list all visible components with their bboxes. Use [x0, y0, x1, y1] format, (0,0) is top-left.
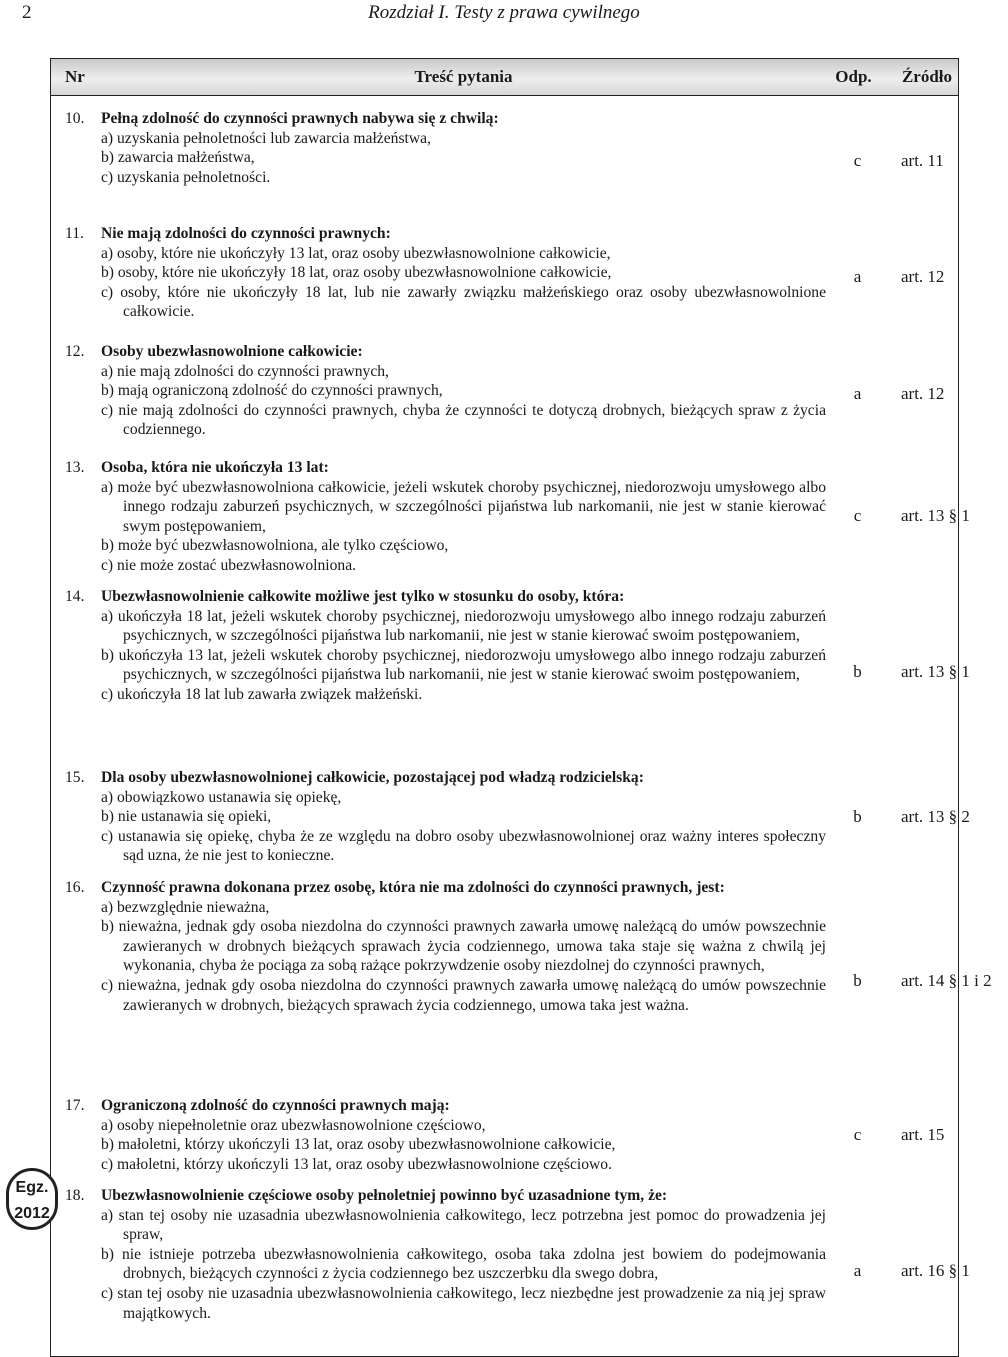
header-source: Źródło — [901, 67, 952, 86]
answer-option: a) obowiązkowo ustanawia się opiekę, — [101, 788, 342, 806]
source-reference: art. 13 § 1 — [901, 506, 970, 526]
question-number: 10. — [65, 110, 85, 127]
table-body — [51, 96, 992, 1356]
answer-key: a — [853, 267, 862, 287]
question-row — [51, 330, 958, 446]
question-row — [51, 96, 958, 212]
answer-option: b) mają ograniczoną zdolność do czynności prawnych, — [101, 382, 443, 400]
answer-option: c) uzyskania pełnoletności. — [101, 168, 271, 186]
answer-option: b) nie ustanawia się opieki, — [101, 808, 272, 826]
answer-option: a) uzyskania pełnoletności lub zawarcia małżeństwa, — [101, 129, 431, 147]
answer-key: c — [853, 150, 862, 170]
answer-option: b) nieważna, jednak gdy osoba niezdolna do czynności prawnych zawarła umowę należącą do umów powszechnie zawieranych w drobnych bieżących sprawach życia codziennego, umowa taka staje się ważna z chwilą jej wykonania, chyba że pociąga za sobą rażące pokrzywdzenie osoby niezdolnej do czynności prawnych, — [101, 918, 826, 975]
question-content — [101, 109, 830, 187]
answer-key: c — [853, 1125, 862, 1145]
answer-key: c — [853, 506, 862, 526]
answer-option: b) zawarcia małżeństwa, — [101, 149, 255, 167]
answer-option: a) osoby, które nie ukończyły 13 lat, oraz osoby ubezwłasnowolnione całkowicie, — [101, 244, 611, 262]
question-content — [101, 878, 830, 1015]
question-title: Osoby ubezwłasnowolnione całkowicie: — [101, 343, 363, 360]
question-number: 16. — [65, 879, 85, 896]
answer-key: b — [853, 807, 862, 827]
stamp-year: 2012 — [14, 1205, 50, 1222]
answer-option: c) stan tej osoby nie uzasadnia ubezwłasnowolnienia całkowitego, lecz niezbędne jest prowadzenie za nią jej spraw majątkowych. — [101, 1284, 826, 1322]
source-reference: art. 12 — [901, 267, 945, 287]
question-title: Pełną zdolność do czynności prawnych nabywa się z chwilą: — [101, 110, 499, 127]
question-title: Nie mają zdolności do czynności prawnych: — [101, 225, 391, 242]
question-content — [101, 1096, 830, 1174]
question-content — [101, 768, 830, 866]
answer-option: c) nieważna, jednak gdy osoba niezdolna do czynności prawnych zawarła umowę należącą do umów powszechnie zawieranych w drobnych, bieżących sprawach życia codziennego, umowa taka jest ważna. — [101, 976, 826, 1014]
question-row — [51, 1084, 958, 1174]
answer-option: b) nie istnieje potrzeba ubezwłasnowolnienia całkowitego, osoba taka zdolna jest bowiem do podejmowania drobnych, bieżących czynności z życia codziennego bez uszczerbku dla swego dobra, — [101, 1245, 826, 1283]
answer-key: a — [853, 1261, 862, 1281]
answer-key: a — [853, 384, 862, 404]
question-number: 13. — [65, 459, 85, 476]
source-reference: art. 15 — [901, 1125, 945, 1145]
answer-option: b) osoby, które nie ukończyły 18 lat, oraz osoby ubezwłasnowolnione całkowicie, — [101, 264, 612, 282]
question-number: 12. — [65, 343, 85, 360]
question-row — [51, 866, 992, 1084]
questions-table — [50, 58, 992, 1357]
question-title: Osoba, która nie ukończyła 13 lat: — [101, 459, 329, 476]
page-number: 2 — [22, 2, 32, 23]
source-reference: art. 14 § 1 i 2 — [901, 971, 992, 991]
answer-option: b) ukończyła 13 lat, jeżeli wskutek choroby psychicznej, niedorozwoju umysłowego albo innego rodzaju zaburzeń psychicznych, w szczególności pijaństwa lub narkomanii, nie jest w stanie kierować swoim postępowaniem, — [101, 646, 826, 684]
answer-option: c) osoby, które nie ukończyły 18 lat, lub nie zawarły związku małżeńskiego oraz osoby ubezwłasnowolnione całkowicie. — [101, 283, 826, 321]
answer-option: c) małoletni, którzy ukończyli 13 lat, oraz osoby ubezwłasnowolnione częściowo. — [101, 1155, 612, 1173]
answer-option: c) ukończyła 18 lat lub zawarła związek małżeński. — [101, 685, 423, 703]
answer-option: c) nie może zostać ubezwłasnowolniona. — [101, 556, 357, 574]
question-title: Czynność prawna dokonana przez osobę, która nie ma zdolności do czynności prawnych, jest: — [101, 879, 725, 896]
question-number: 17. — [65, 1097, 85, 1114]
question-number: 14. — [65, 588, 85, 605]
answer-option: b) może być ubezwłasnowolniona, ale tylko częściowo, — [101, 537, 449, 555]
source-reference: art. 13 § 2 — [901, 807, 970, 827]
header-nr: Nr — [65, 67, 85, 86]
answer-option: a) nie mają zdolności do czynności prawnych, — [101, 362, 389, 380]
table-header — [51, 59, 958, 96]
stamp-label: Egz. — [15, 1179, 49, 1196]
running-head: Rozdział I. Testy z prawa cywilnego — [368, 2, 640, 23]
source-reference: art. 11 — [901, 150, 944, 170]
answer-option: a) osoby niepełnoletnie oraz ubezwłasnowolnione częściowo, — [101, 1116, 486, 1134]
header-answer: Odp. — [835, 67, 872, 86]
question-number: 15. — [65, 769, 85, 786]
answer-option: a) bezwzględnie nieważna, — [101, 898, 270, 916]
question-row — [51, 212, 958, 330]
question-content — [101, 458, 830, 576]
answer-option: a) może być ubezwłasnowolniona całkowicie, jeżeli wskutek choroby psychicznej, niedorozwoju umysłowego albo innego rodzaju zaburzeń psychicznych, w szczególności pijaństwa lub narkomanii, nie jest w stanie kierować swym postępowaniem, — [101, 478, 826, 535]
question-title: Ubezwłasnowolnienie częściowe osoby pełnoletniej powinno być uzasadnione tym, że: — [101, 1187, 668, 1204]
question-title: Ubezwłasnowolnienie całkowite możliwe jest tylko w stosunku do osoby, która: — [101, 588, 625, 605]
answer-option: c) ustanawia się opiekę, chyba że ze względu na dobro osoby ubezwłasnowolnionej oraz ważny interes społeczny sąd uzna, że nie jest to konieczne. — [101, 827, 826, 865]
question-number: 18. — [65, 1187, 85, 1204]
question-content — [101, 342, 830, 440]
source-reference: art. 12 — [901, 384, 945, 404]
answer-key: b — [853, 661, 862, 681]
answer-option: c) nie mają zdolności do czynności prawnych, chyba że czynności te dotyczą drobnych, bieżących spraw z życia codziennego. — [101, 401, 826, 439]
answer-key: b — [853, 971, 862, 991]
question-title: Ograniczoną zdolność do czynności prawnych mają: — [101, 1097, 450, 1114]
source-reference: art. 13 § 1 — [901, 661, 970, 681]
question-row — [51, 756, 970, 866]
question-row — [51, 446, 970, 574]
exam-stamp — [6, 1168, 58, 1230]
question-content — [101, 587, 830, 705]
header-content: Treść pytania — [414, 67, 513, 86]
answer-option: b) małoletni, którzy ukończyli 13 lat, oraz osoby ubezwłasnowolnione całkowicie, — [101, 1136, 616, 1154]
question-title: Dla osoby ubezwłasnowolnionej całkowicie, pozostającej pod władzą rodzicielską: — [101, 769, 644, 786]
question-number: 11. — [65, 225, 84, 242]
question-row — [51, 574, 970, 756]
source-reference: art. 16 § 1 — [901, 1261, 970, 1281]
answer-option: a) ukończyła 18 lat, jeżeli wskutek choroby psychicznej, niedorozwoju umysłowego albo innego rodzaju zaburzeń psychicznych, w szczególności pijaństwa lub narkomanii, nie jest w stanie kierować swoim postępowaniem, — [101, 607, 826, 645]
question-row — [51, 1174, 970, 1356]
question-content — [101, 1186, 830, 1323]
question-content — [101, 224, 830, 322]
answer-option: a) stan tej osoby nie uzasadnia ubezwłasnowolnienia całkowitego, lecz potrzebna jest pomoc do prowadzenia jej spraw, — [101, 1206, 826, 1244]
